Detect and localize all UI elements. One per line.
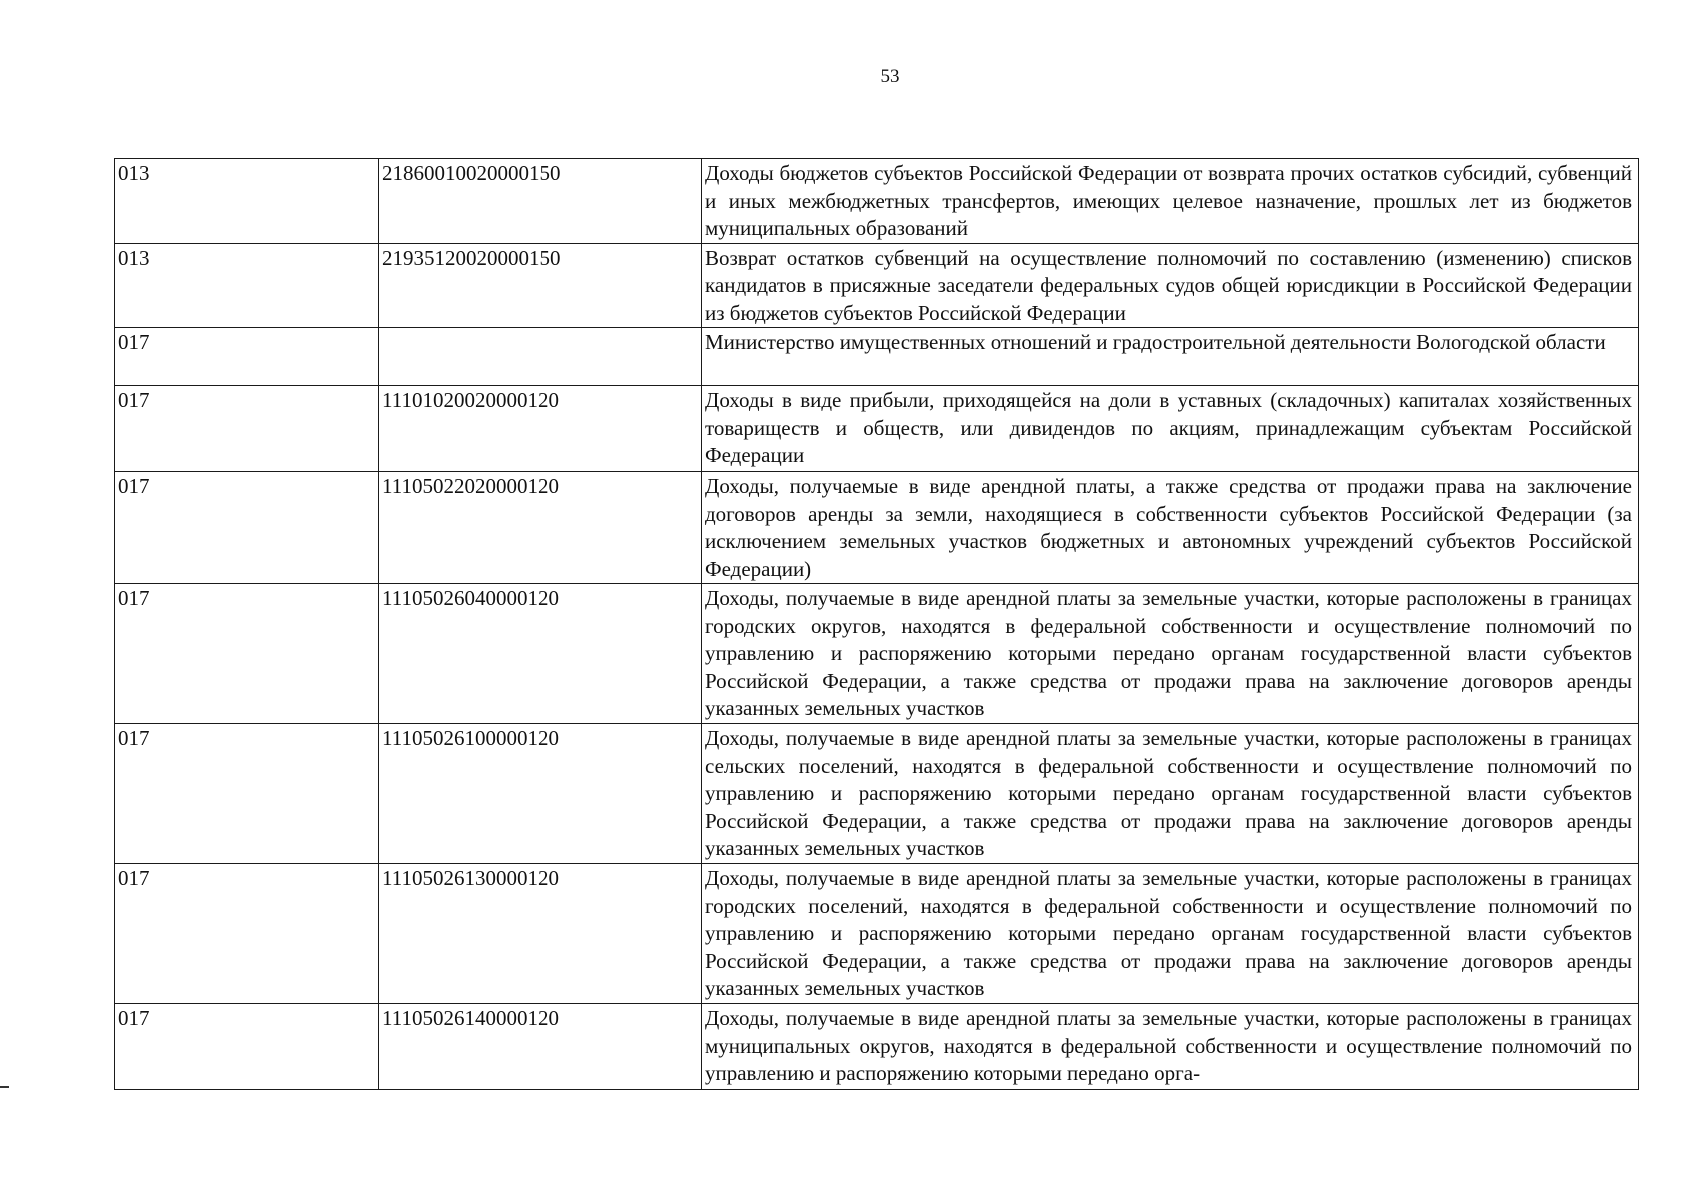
- table-row: [115, 243, 1639, 328]
- revenue-codes-table: [114, 158, 1639, 1090]
- admin-code-cell: 017: [115, 864, 379, 1004]
- page-number: 53: [880, 66, 900, 87]
- kbk-code-cell: 21935120020000150: [379, 243, 702, 328]
- kbk-code-cell: [379, 328, 702, 386]
- table-row: [115, 584, 1639, 724]
- kbk-code-cell: 11105026140000120: [379, 1004, 702, 1090]
- revenue-name-cell: Доходы бюджетов субъектов Российской Федерации от возврата прочих остатков субсидий, субвенций и иных межбюджетных трансфертов, имеющих целевое назначение, прошлых лет из бюджетов муниципальных образований: [702, 159, 1639, 244]
- table-row: [115, 864, 1639, 1004]
- margin-tick-mark: [0, 1086, 9, 1088]
- kbk-code-cell: 11101020020000120: [379, 386, 702, 472]
- admin-code-cell: 017: [115, 472, 379, 584]
- revenue-name-cell: Доходы, получаемые в виде арендной платы за земельные участки, которые расположены в границах городских поселений, находятся в федеральной собственности и осуществление полномочий по управлению и распоряжению которыми передано органам государственной власти субъектов Российской Федерации, а также средства от продажи права на заключение договоров аренды указанных земельных участков: [702, 864, 1639, 1004]
- admin-code-cell: 013: [115, 243, 379, 328]
- admin-code-cell: 017: [115, 584, 379, 724]
- admin-code-cell: 017: [115, 724, 379, 864]
- kbk-code-cell: 21860010020000150: [379, 159, 702, 244]
- admin-code-cell: 017: [115, 386, 379, 472]
- revenue-name-cell: Доходы, получаемые в виде арендной платы за земельные участки, которые расположены в границах городских округов, находятся в федеральной собственности и осуществление полномочий по управлению и распоряжению которыми передано органам государственной власти субъектов Российской Федерации, а также средства от продажи права на заключение договоров аренды указанных земельных участков: [702, 584, 1639, 724]
- revenue-name-cell: Доходы, получаемые в виде арендной платы, а также средства от продажи права на заключение договоров аренды за земли, находящиеся в собственности субъектов Российской Федерации (за исключением земельных участков бюджетных и автономных учреждений субъектов Российской Федерации): [702, 472, 1639, 584]
- admin-code-cell: 017: [115, 1004, 379, 1090]
- table-row: [115, 328, 1639, 386]
- table-row: [115, 472, 1639, 584]
- kbk-code-cell: 11105026130000120: [379, 864, 702, 1004]
- table-row: [115, 159, 1639, 244]
- table-row: [115, 386, 1639, 472]
- table-row: [115, 724, 1639, 864]
- kbk-code-cell: 11105026040000120: [379, 584, 702, 724]
- admin-code-cell: 017: [115, 328, 379, 386]
- revenue-name-cell: Доходы, получаемые в виде арендной платы за земельные участки, которые расположены в границах сельских поселений, находятся в федеральной собственности и осуществление полномочий по управлению и распоряжению которыми передано органам государственной власти субъектов Российской Федерации, а также средства от продажи права на заключение договоров аренды указанных земельных участков: [702, 724, 1639, 864]
- revenue-name-cell: Возврат остатков субвенций на осуществление полномочий по составлению (изменению) списков кандидатов в присяжные заседатели федеральных судов общей юрисдикции в Российской Федерации из бюджетов субъектов Российской Федерации: [702, 243, 1639, 328]
- admin-code-cell: 013: [115, 159, 379, 244]
- table-row: [115, 1004, 1639, 1090]
- revenue-name-cell: Министерство имущественных отношений и градостроительной деятельности Вологодской области: [702, 328, 1639, 386]
- revenue-name-cell: Доходы в виде прибыли, приходящейся на доли в уставных (складочных) капиталах хозяйственных товариществ и обществ, или дивидендов по акциям, принадлежащим субъектам Российской Федерации: [702, 386, 1639, 472]
- revenue-name-cell: Доходы, получаемые в виде арендной платы за земельные участки, которые расположены в границах муниципальных округов, находятся в федеральной собственности и осуществление полномочий по управлению и распоряжению которыми передано орга-: [702, 1004, 1639, 1090]
- kbk-code-cell: 11105022020000120: [379, 472, 702, 584]
- kbk-code-cell: 11105026100000120: [379, 724, 702, 864]
